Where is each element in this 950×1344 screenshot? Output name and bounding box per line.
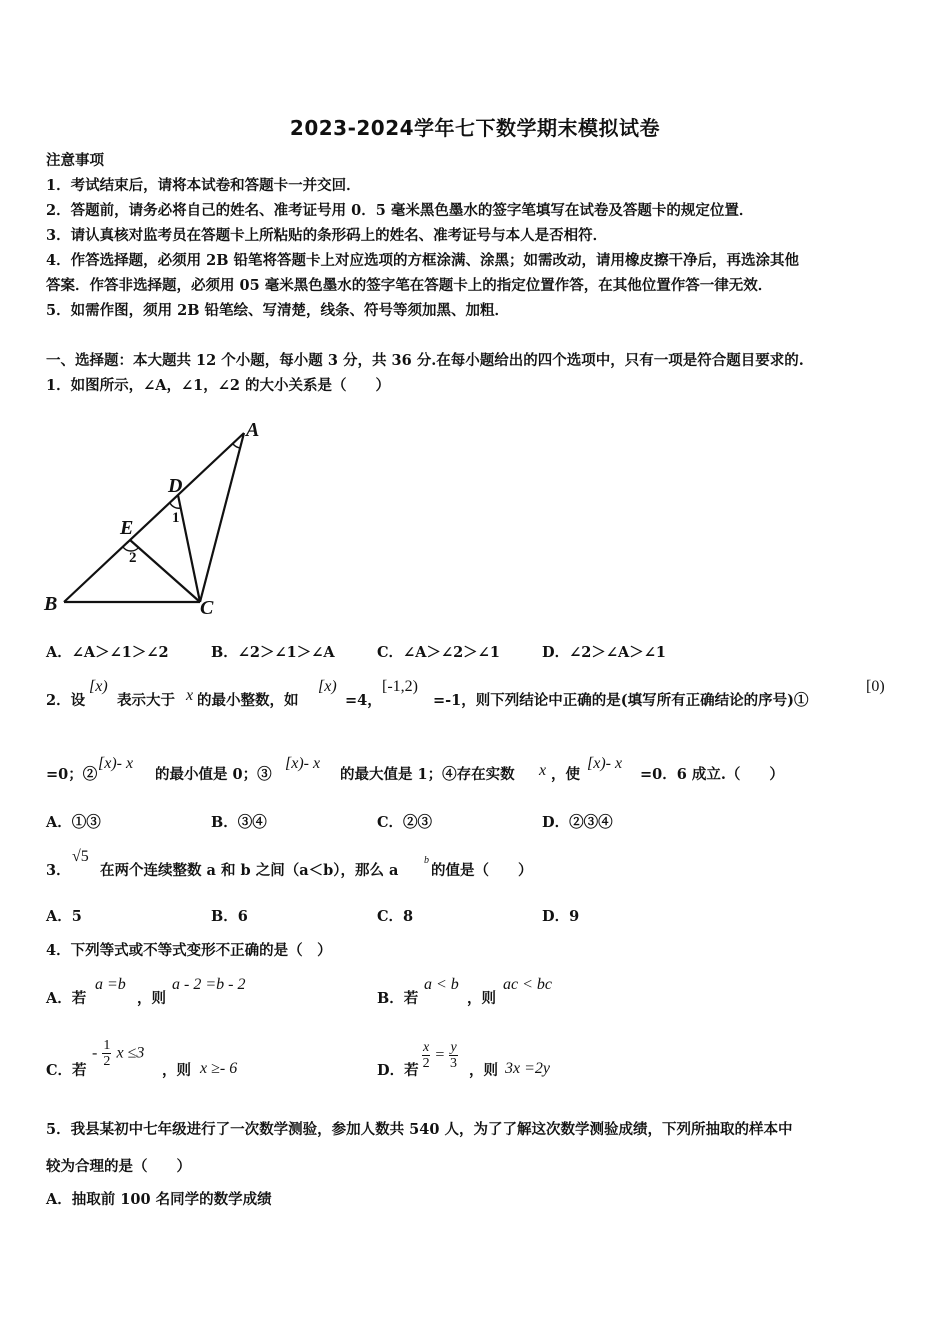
section-heading: 一、选择题：本大题共 12 个小题，每小题 3 分，共 36 分.在每小题给出的四个选项中，只有一项是符合题目要求的. [46,352,804,369]
q2-text: 的最大值是 1；④存在实数 [340,766,515,783]
q2-math: [x)- x [587,755,623,772]
q2-option-c[interactable]: C．②③ [377,814,433,831]
page-title: 2023-2024学年七下数学期末模拟试卷 [289,116,661,140]
q1-option-a[interactable]: A．∠A＞∠1＞∠2 [46,644,169,661]
q3-text: 3． [46,862,71,879]
q4-stem: 4．下列等式或不等式变形不正确的是（ ） [46,942,332,959]
q5-option-a[interactable]: A．抽取前 100 名同学的数学成绩 [46,1191,272,1208]
q4-option-a[interactable]: A．若 [46,990,87,1007]
q4-a-condition: a =b [95,976,126,993]
q5-stem: 较为合理的是（ ） [46,1158,191,1175]
q2-text: 表示大于 [117,692,175,709]
q2-text: 的最小整数，如 [197,692,299,709]
q4-d-result: 3x =2y [505,1060,550,1077]
q4-b-result: ac < bc [503,976,552,993]
q2-math: [x)- x [98,755,134,772]
q3-text: 的值是（ ） [431,862,533,879]
vertex-label-d: D [168,475,183,497]
q4-d-condition: $\frac{x}{2}$ = $\frac{y}{3}$ [422,1040,458,1071]
q4-option-d[interactable]: D．若 [377,1062,419,1079]
notice-item: 答案．作答非选择题，必须用 05 毫米黑色墨水的签字笔在答题卡上的指定位置作答，在其他位置作答一律无效． [46,277,773,294]
question-1-stem: 1．如图所示，∠A，∠1，∠2 的大小关系是（ ） [46,377,391,394]
q2-math: [-1,2) [382,678,418,695]
q4-b-condition: a < b [424,976,459,993]
notice-item: 1．考试结束后，请将本试卷和答题卡一并交回． [46,177,361,194]
q2-text: =-1，则下列结论中正确的是(填写所有正确结论的序号)① [433,692,809,709]
q2-text: 2．设 [46,692,86,709]
q2-option-d[interactable]: D．②③④ [542,814,613,831]
q2-math: [x) [318,678,337,695]
q2-math: x [186,687,194,704]
q2-text: =0；② [46,766,98,783]
q2-math: x [539,762,547,779]
q4-a-result: a - 2 =b - 2 [172,976,246,993]
q4-option-c[interactable]: C．若 [46,1062,87,1079]
q3-option-d[interactable]: D．9 [542,908,580,925]
q2-text: =0．6 成立.（ ） [640,766,784,783]
q4-text: ，则 [467,990,496,1007]
q5-stem: 5．我县某初中七年级进行了一次数学测验，参加人数共 540 人，为了了解这次数学测验成绩，下列所抽取的样本中 [46,1121,793,1138]
q1-option-c[interactable]: C．∠A＞∠2＞∠1 [377,644,500,661]
notice-heading: 注意事项 [46,152,104,169]
q3-text: 在两个连续整数 a 和 b 之间（a＜b），那么 a [100,862,399,879]
q3-option-b[interactable]: B．6 [211,908,248,925]
vertex-label-e: E [120,517,134,539]
q2-math: [x) [89,678,108,695]
angle-label-2: 2 [129,550,137,566]
vertex-label-a: A [246,419,260,441]
q4-c-result: x ≥- 6 [200,1060,238,1077]
q4-text: ，则 [162,1062,191,1079]
triangle-figure [40,410,280,620]
q2-math: [0) [866,678,885,695]
q3-sqrt: √5 [72,848,89,865]
q2-math: [x)- x [285,755,321,772]
q4-c-condition: - $\frac{1}{2}$ x ≤3 [92,1038,145,1069]
q3-superscript: b [424,855,429,866]
q2-option-b[interactable]: B．③④ [211,814,267,831]
q3-option-c[interactable]: C．8 [377,908,414,925]
notice-item: 5．如需作图，须用 2B 铅笔绘、写清楚，线条、符号等须加黑、加粗． [46,302,510,319]
q2-text: 的最小值是 0；③ [155,766,272,783]
vertex-label-c: C [200,597,214,619]
notice-item: 4．作答选择题，必须用 2B 铅笔将答题卡上对应选项的方框涂满、涂黑；如需改动，请用橡皮擦干净后，再选涂其他 [46,252,800,269]
q4-option-b[interactable]: B．若 [377,990,419,1007]
angle-label-1: 1 [172,510,180,526]
q4-text: ，则 [469,1062,498,1079]
q1-option-b[interactable]: B．∠2＞∠1＞∠A [211,644,335,661]
q1-option-d[interactable]: D．∠2＞∠A＞∠1 [542,644,666,661]
q3-option-a[interactable]: A．5 [46,908,82,925]
notice-item: 3．请认真核对监考员在答题卡上所粘贴的条形码上的姓名、准考证号与本人是否相符． [46,227,608,244]
notice-item: 2．答题前，请务必将自己的姓名、准考证号用 0．5 毫米黑色墨水的签字笔填写在试卷及答题卡的规定位置． [46,202,754,219]
q2-text: ，使 [551,766,580,783]
vertex-label-b: B [44,593,58,615]
q4-text: ，则 [137,990,166,1007]
q2-text: =4， [345,692,382,709]
q2-option-a[interactable]: A．①③ [46,814,101,831]
